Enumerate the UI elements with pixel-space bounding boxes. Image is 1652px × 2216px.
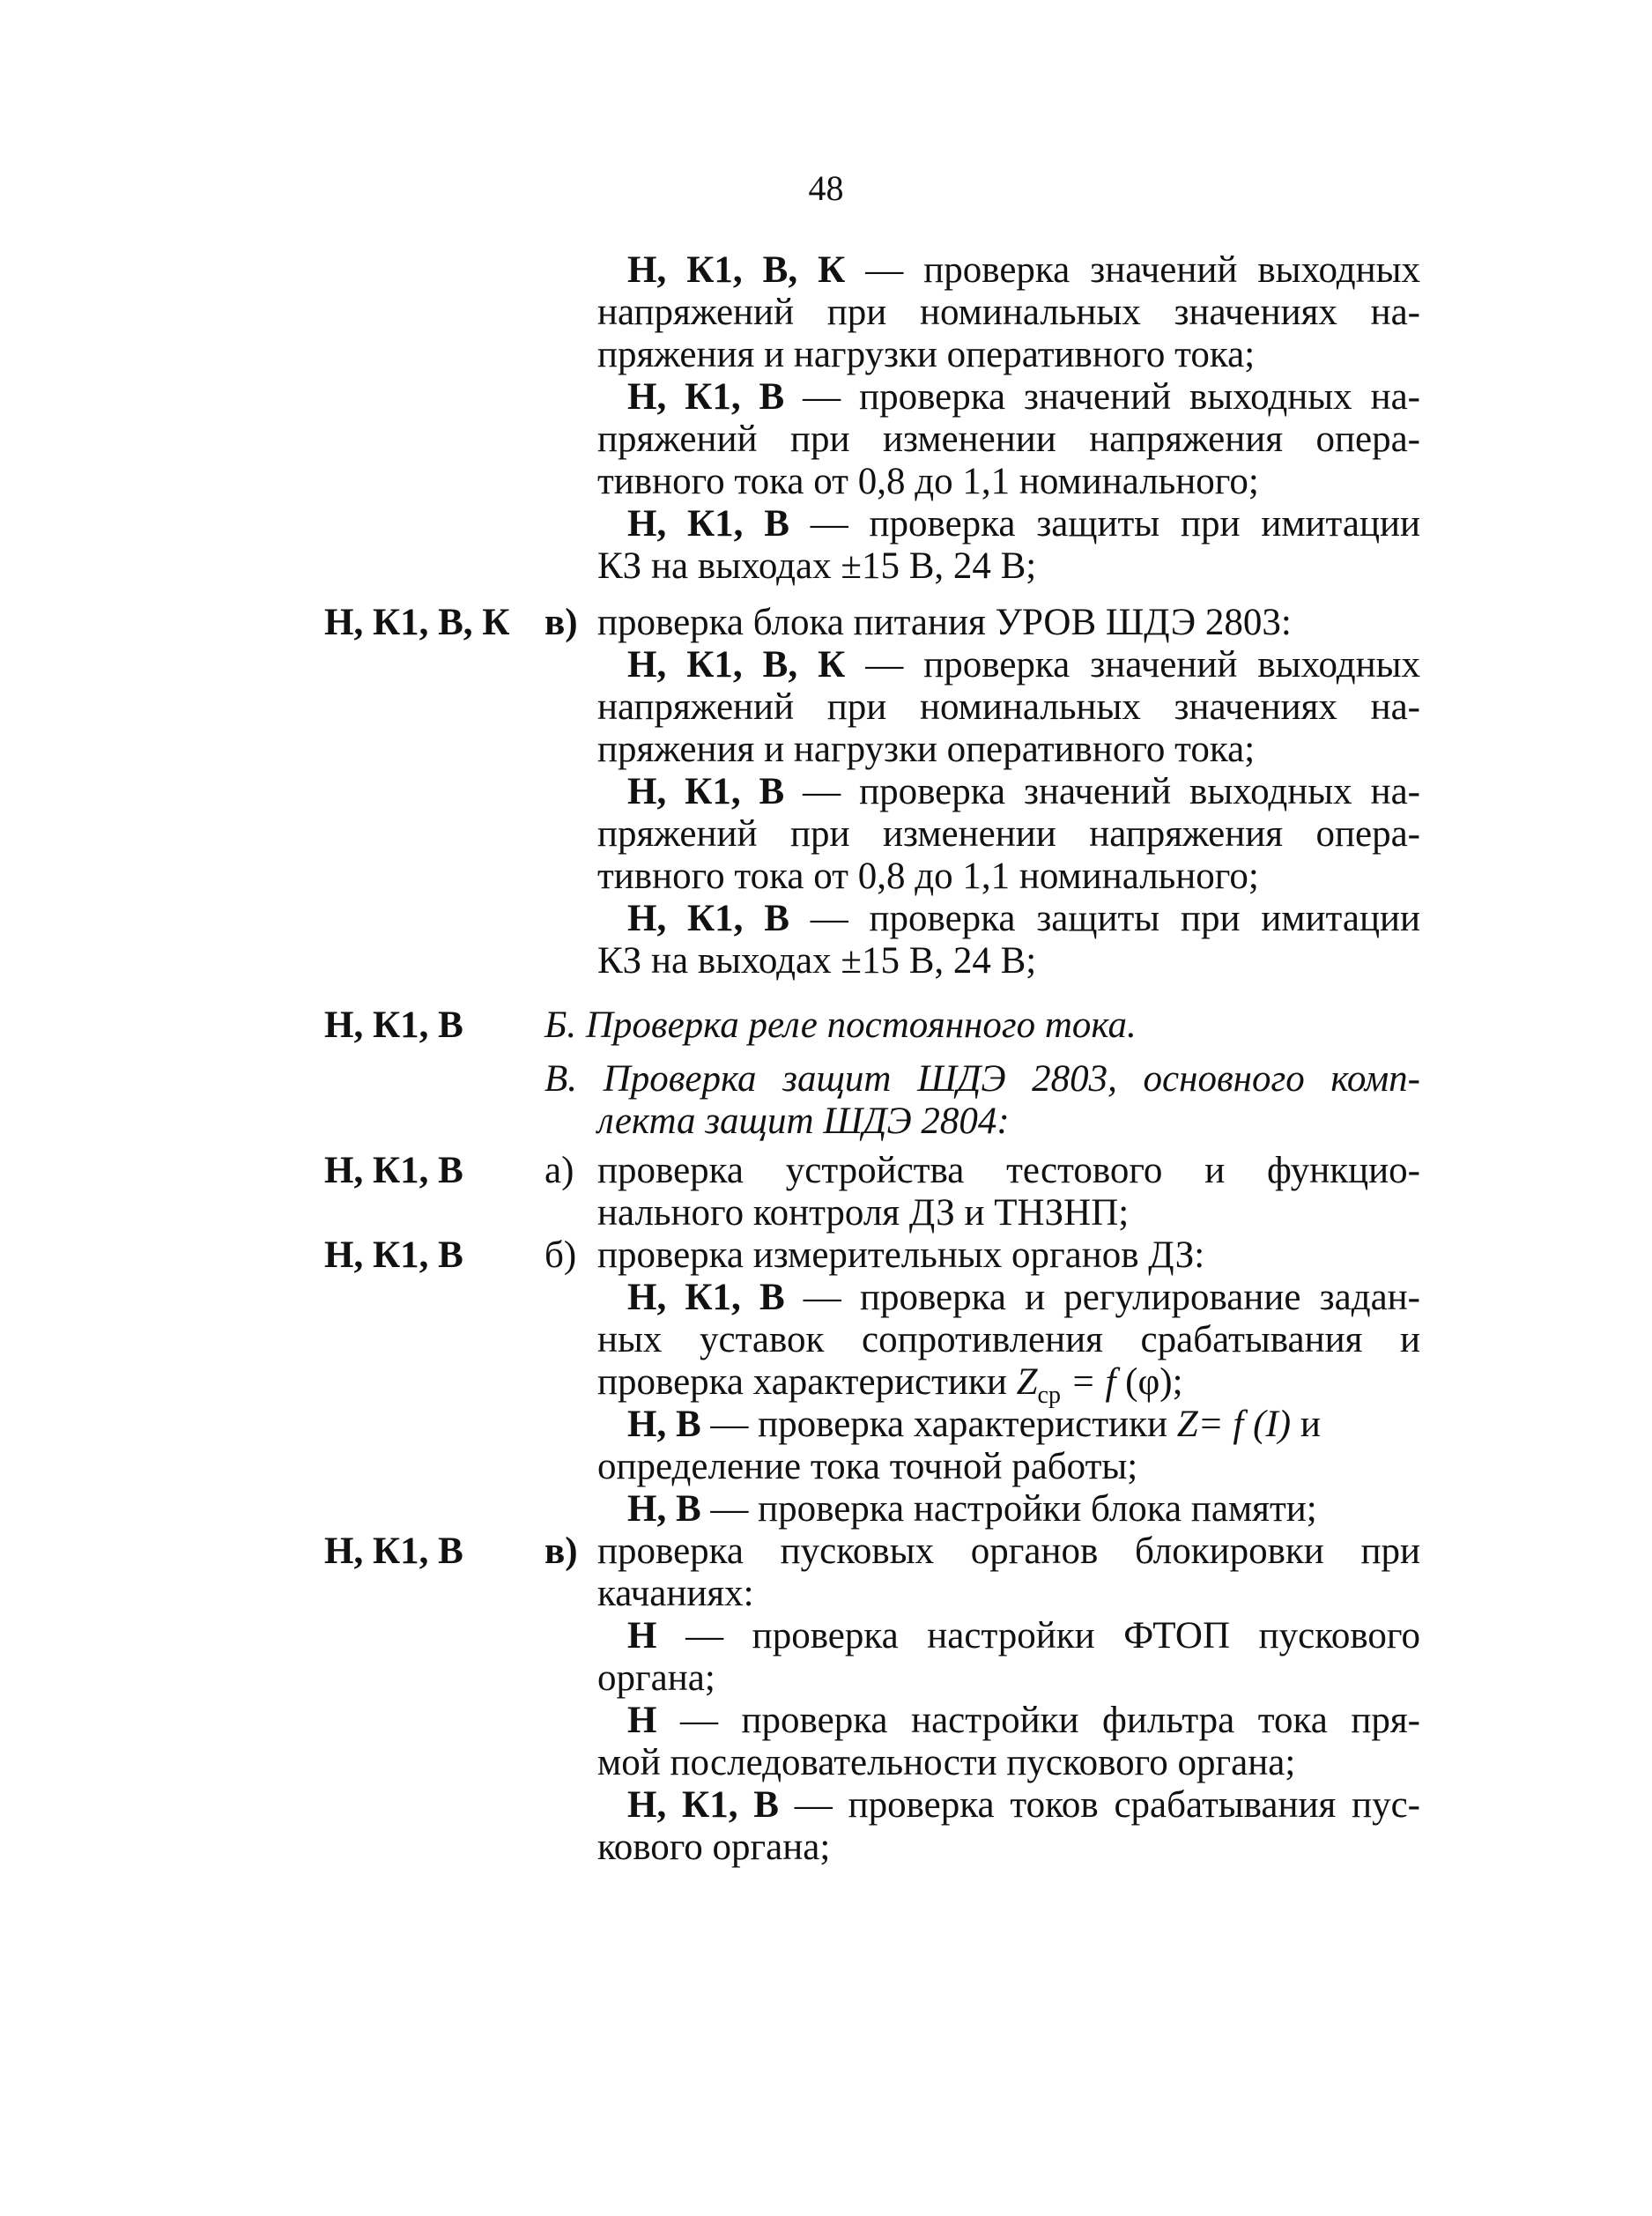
text-line: проверка пусковых органов блокировки при: [597, 1530, 1420, 1572]
page-number: 48: [808, 168, 844, 208]
section-heading: Б. Проверка реле постоянного тока.: [544, 1004, 1137, 1046]
text-line: Н, К1, В — проверка значений выходных на-: [627, 771, 1420, 812]
check-code: Н, К1, В: [324, 1004, 463, 1046]
text-line: Н — проверка настройки фильтра тока пря-: [627, 1700, 1420, 1741]
text-line: ных уставок сопротивления срабатывания и: [597, 1319, 1420, 1360]
text-line: проверка характеристики $Z_{ср} = f$ (φ);: [597, 1361, 1183, 1409]
text-line: органа;: [597, 1657, 715, 1699]
check-code: Н, К1, В: [324, 1234, 463, 1276]
check-code: Н, К1, В: [324, 1150, 463, 1191]
text-line: проверка измерительных органов ДЗ:: [597, 1234, 1205, 1276]
text-line: Н, К1, В — проверка защиты при имитации: [627, 898, 1420, 939]
section-heading: В. Проверка защит ШДЭ 2803, основного комп-: [544, 1058, 1420, 1100]
text-line: Н, К1, В — проверка значений выходных на-: [627, 376, 1420, 418]
text-line: пряжения и нагрузки оперативного тока;: [597, 729, 1256, 770]
text-line: кового органа;: [597, 1827, 831, 1868]
text-line: напряжений при номинальных значениях на-: [597, 292, 1420, 333]
list-marker: б): [544, 1234, 577, 1276]
text-line: тивного тока от 0,8 до 1,1 номинального;: [597, 461, 1259, 502]
text-line: Н — проверка настройки ФТОП пускового: [627, 1615, 1420, 1656]
text-line: Н, К1, В — проверка токов срабатывания пус-: [627, 1784, 1421, 1826]
text-line: пряжения и нагрузки оперативного тока;: [597, 334, 1256, 375]
section-heading: лекта защит ШДЭ 2804:: [597, 1101, 1010, 1142]
text-line: напряжений при номинальных значениях на-: [597, 686, 1420, 728]
list-marker: а): [544, 1150, 574, 1191]
text-line: мой последовательности пускового органа;: [597, 1742, 1296, 1783]
text-line: Н, К1, В — проверка и регулирование задан-: [627, 1277, 1420, 1318]
text-line: пряжений при изменении напряжения опера-: [597, 813, 1420, 855]
text-line: проверка устройства тестового и функцио-: [597, 1150, 1420, 1191]
text-line: КЗ на выходах ±15 В, 24 В;: [597, 940, 1037, 982]
text-line: Н, К1, В, К — проверка значений выходных: [627, 249, 1420, 291]
list-marker: в): [544, 602, 578, 643]
text-line: проверка блока питания УРОВ ШДЭ 2803:: [597, 602, 1292, 643]
text-line: Н, К1, В — проверка защиты при имитации: [627, 503, 1420, 545]
text-line: нального контроля ДЗ и ТНЗНП;: [597, 1192, 1130, 1234]
text-line: тивного тока от 0,8 до 1,1 номинального;: [597, 856, 1259, 897]
text-line: пряжений при изменении напряжения опера-: [597, 419, 1420, 460]
text-line: Н, В — проверка характеристики Z= f (I) и: [627, 1404, 1321, 1445]
text-line: определение тока точной работы;: [597, 1446, 1138, 1487]
text-line: Н, В — проверка настройки блока памяти;: [627, 1488, 1317, 1530]
list-marker: в): [544, 1530, 578, 1572]
text-line: КЗ на выходах ±15 В, 24 В;: [597, 545, 1037, 587]
text-line: Н, К1, В, К — проверка значений выходных: [627, 644, 1420, 686]
check-code: Н, К1, В: [324, 1530, 463, 1572]
check-code: Н, К1, В, К: [324, 602, 510, 643]
text-line: качаниях:: [597, 1573, 754, 1614]
